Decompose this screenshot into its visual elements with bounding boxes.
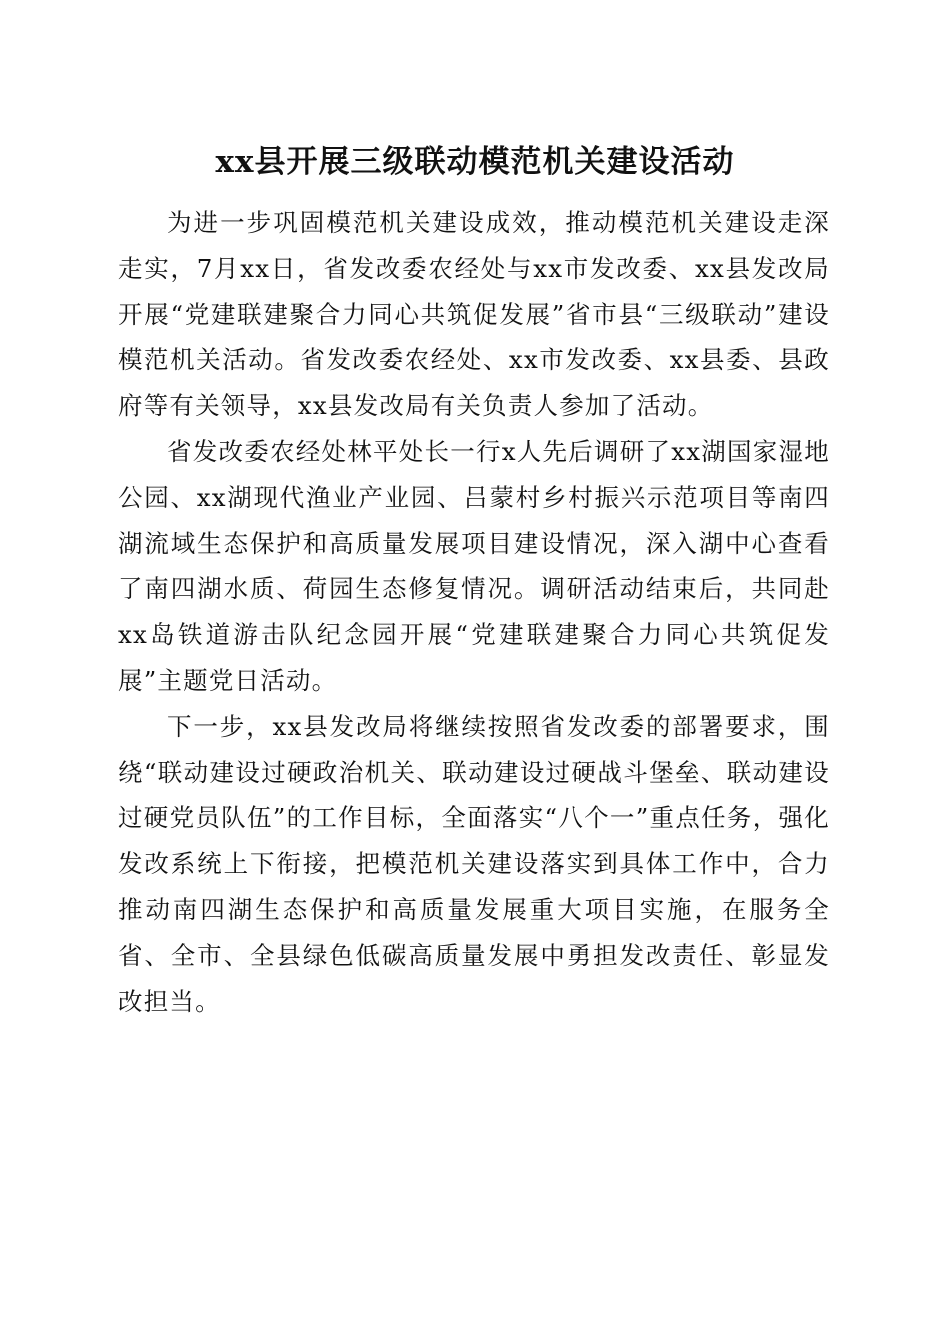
paragraph-2: 省发改委农经处林平处长一行x人先后调研了xx湖国家湿地公园、xx湖现代渔业产业园、吕蒙村乡村振兴示范项目等南四湖流域生态保护和高质量发展项目建设情况，深入湖中心查看了南四湖水质、荷园生态修复情况。调研活动结束后，共同赴xx岛铁道游击队纪念园开展“党建联建聚合力同心共筑促发展”主题党日活动。 [118, 436, 830, 695]
paragraph-3: 下一步，xx县发改局将继续按照省发改委的部署要求，围绕“联动建设过硬政治机关、联动建设过硬战斗堡垒、联动建设过硬党员队伍”的工作目标，全面落实“八个一”重点任务，强化发改系统上下衔接，把模范机关建设落实到具体工作中，合力推动南四湖生态保护和高质量发展重大项目实施，在服务全省、全市、全县绿色低碳高质量发展中勇担发改责任、彰显发改担当。 [118, 711, 830, 1016]
page-title: xx县开展三级联动模范机关建设活动 [215, 144, 735, 180]
document-body [118, 200, 830, 1024]
paragraph-1: 为进一步巩固模范机关建设成效，推动模范机关建设走深走实，7月xx日，省发改委农经处与xx市发改委、xx县发改局开展“党建联建聚合力同心共筑促发展”省市县“三级联动”建设模范机关活动。省发改委农经处、xx市发改委、xx县委、县政府等有关领导，xx县发改局有关负责人参加了活动。 [118, 208, 830, 421]
